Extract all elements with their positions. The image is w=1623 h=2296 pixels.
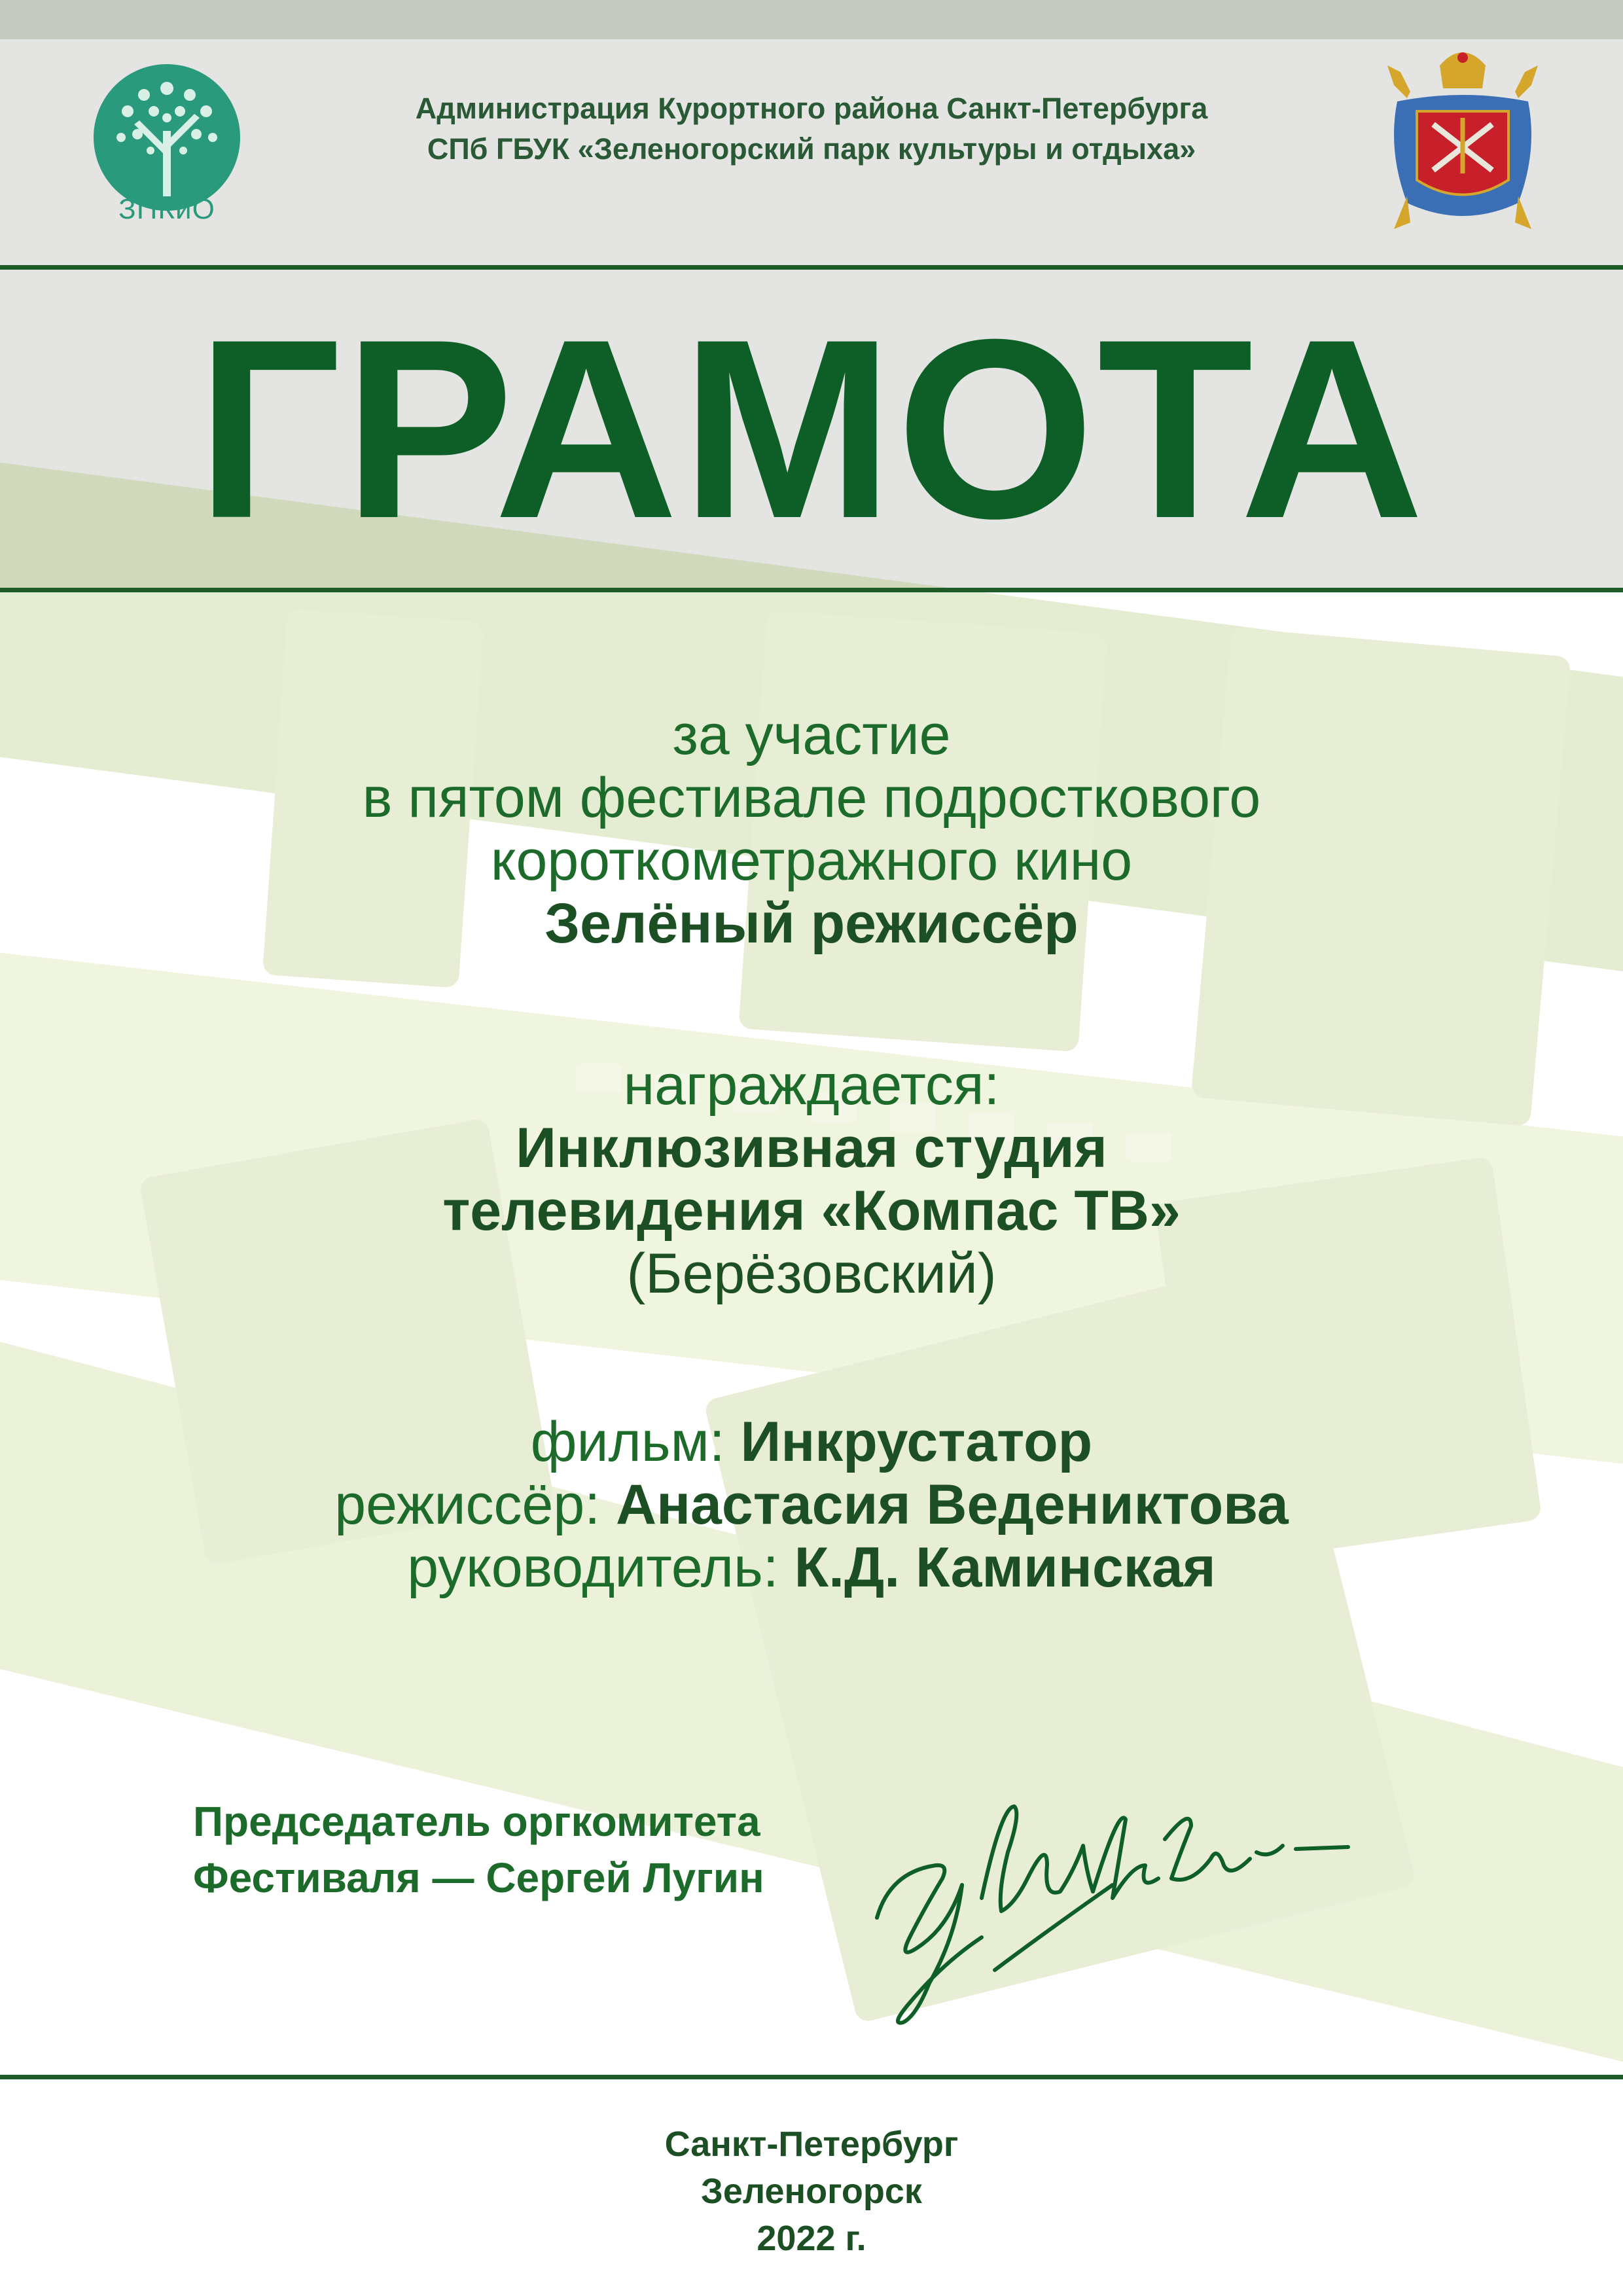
footer-rule [0,2075,1623,2079]
reason-section [0,704,1623,955]
festival-name: Зелёный режиссёр [544,892,1079,955]
supervisor-label: руководитель: [407,1536,779,1599]
reason-line-3: короткометражного кино [490,829,1133,892]
film-label: фильм: [530,1410,725,1473]
coat-of-arms-icon [1381,39,1544,236]
details-section [0,1410,1623,1599]
chairman-block [193,1793,913,1906]
footer-city: Санкт-Петербург [664,2125,959,2164]
award-section [0,1054,1623,1305]
recipient-line-1: Инклюзивная студия [516,1117,1107,1179]
chairman-line-2: Фестиваля — Сергей Лугин [193,1854,764,1901]
film-row [0,1410,1623,1473]
header-rule [0,265,1623,270]
director-value: Анастасия Ведениктова [616,1473,1289,1536]
header-line-1: Администрация Курортного района Санкт-Петербурга [415,92,1208,125]
director-label: режиссёр: [334,1473,601,1536]
footer-year: 2022 г. [757,2219,866,2258]
supervisor-row [0,1536,1623,1599]
reason-line-2: в пятом фестивале подросткового [362,766,1261,829]
director-row [0,1473,1623,1536]
recipient-line-3: (Берёзовский) [626,1242,997,1305]
header-line-2: СПб ГБУК «Зеленогорский парк культуры и отдыха» [427,132,1196,166]
award-label: награждается: [623,1054,1000,1117]
certificate-title: ГРАМОТА [196,286,1427,571]
chairman-line-1: Председатель оргкомитета [193,1798,760,1845]
recipient-line-2: телевидения «Компас ТВ» [442,1179,1181,1242]
reason-line-1: за участие [672,704,951,766]
header-organization [308,88,1315,170]
title-rule [0,588,1623,592]
footer-district: Зеленогорск [701,2172,922,2211]
footer-block [0,2121,1623,2262]
signature-icon [851,1767,1374,2042]
supervisor-value: К.Д. Каминская [794,1536,1216,1599]
film-value: Инкрустатор [740,1410,1093,1473]
logo-abbreviation: ЗПКиО [118,193,215,225]
